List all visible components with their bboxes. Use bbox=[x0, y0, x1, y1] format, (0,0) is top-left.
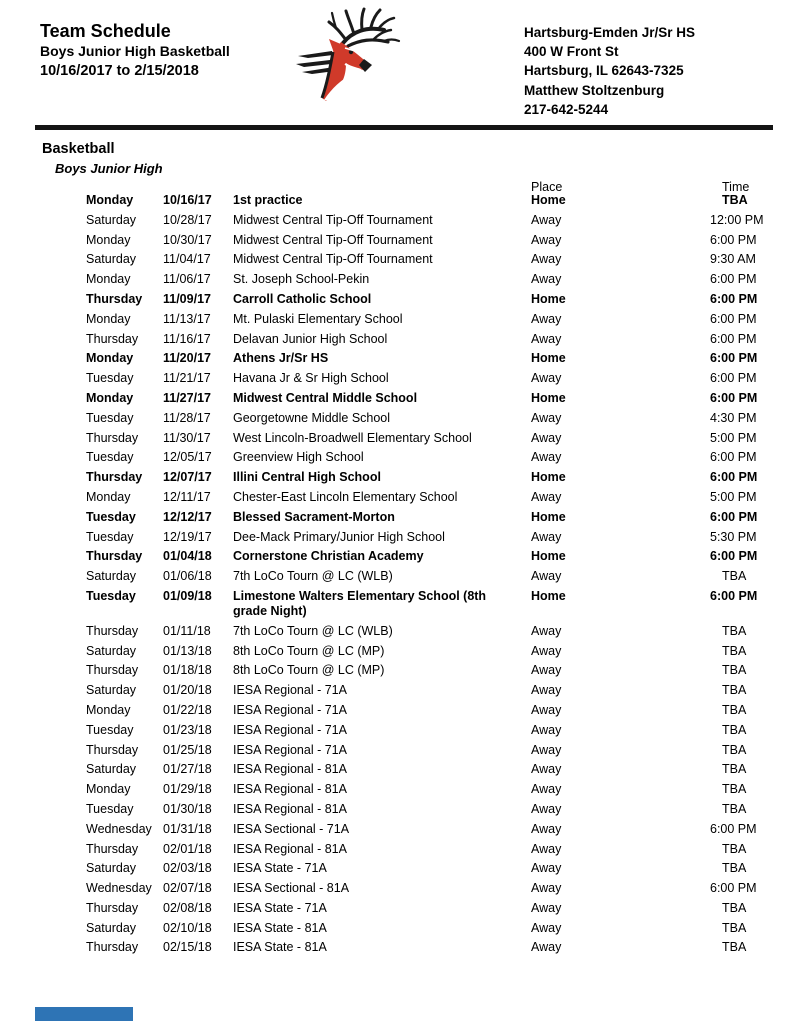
row-place: Away bbox=[531, 900, 562, 915]
row-place: Away bbox=[531, 450, 562, 465]
table-row bbox=[0, 233, 800, 248]
row-date: 10/30/17 bbox=[163, 232, 212, 247]
row-time: TBA bbox=[722, 722, 747, 737]
table-row bbox=[0, 490, 800, 505]
row-time: 5:30 PM bbox=[710, 529, 757, 544]
row-place: Away bbox=[531, 742, 562, 757]
row-day: Monday bbox=[86, 193, 134, 207]
row-place: Home bbox=[531, 291, 566, 306]
row-opponent: Illini Central High School bbox=[233, 470, 381, 485]
row-day: Tuesday bbox=[86, 509, 136, 524]
row-opponent: Mt. Pulaski Elementary School bbox=[233, 311, 403, 326]
row-place: Home bbox=[531, 549, 566, 564]
header-left bbox=[40, 20, 230, 81]
table-row bbox=[0, 683, 800, 698]
row-time: 9:30 AM bbox=[710, 252, 756, 267]
row-day: Thursday bbox=[86, 430, 139, 445]
row-place: Away bbox=[531, 529, 562, 544]
row-time: 6:00 PM bbox=[710, 821, 757, 836]
row-day: Monday bbox=[86, 782, 131, 797]
row-time: 6:00 PM bbox=[710, 232, 757, 247]
row-place: Home bbox=[531, 351, 566, 366]
row-place: Away bbox=[531, 881, 562, 896]
table-row bbox=[0, 193, 800, 208]
row-date: 01/22/18 bbox=[163, 702, 212, 717]
row-date: 11/20/17 bbox=[163, 351, 211, 366]
row-day: Thursday bbox=[86, 900, 139, 915]
row-date: 01/30/18 bbox=[163, 801, 212, 816]
row-day: Monday bbox=[86, 489, 131, 504]
row-opponent: Blessed Sacrament-Morton bbox=[233, 509, 395, 524]
row-date: 12/07/17 bbox=[163, 470, 212, 485]
row-date: 02/15/18 bbox=[163, 940, 212, 955]
row-day: Thursday bbox=[86, 623, 139, 638]
table-row bbox=[0, 589, 800, 619]
table-row bbox=[0, 549, 800, 564]
table-row bbox=[0, 213, 800, 228]
row-day: Tuesday bbox=[86, 722, 134, 737]
row-time: 6:00 PM bbox=[710, 390, 758, 405]
table-row bbox=[0, 510, 800, 525]
row-time: 6:00 PM bbox=[710, 272, 757, 287]
row-place: Away bbox=[531, 623, 562, 638]
row-time: TBA bbox=[722, 940, 747, 955]
row-day: Saturday bbox=[86, 643, 137, 658]
row-date: 02/07/18 bbox=[163, 881, 212, 896]
row-date: 01/20/18 bbox=[163, 683, 212, 698]
row-date: 11/21/17 bbox=[163, 371, 211, 386]
row-time: TBA bbox=[722, 683, 747, 698]
row-time: 6:00 PM bbox=[710, 588, 758, 603]
row-opponent: Greenview High School bbox=[233, 450, 364, 465]
row-time: 6:00 PM bbox=[710, 450, 757, 465]
row-day: Thursday bbox=[86, 742, 139, 757]
row-date: 10/16/17 bbox=[163, 193, 212, 207]
row-time: 6:00 PM bbox=[710, 331, 757, 346]
row-time: TBA bbox=[722, 920, 747, 935]
row-date: 01/23/18 bbox=[163, 722, 212, 737]
row-day: Thursday bbox=[86, 663, 139, 678]
row-place: Away bbox=[531, 861, 562, 876]
row-opponent: IESA Sectional - 81A bbox=[233, 881, 350, 896]
table-row bbox=[0, 921, 800, 936]
row-opponent: Midwest Central Tip-Off Tournament bbox=[233, 232, 433, 247]
row-day: Monday bbox=[86, 311, 131, 326]
row-opponent: IESA State - 81A bbox=[233, 940, 327, 955]
row-time: TBA bbox=[722, 569, 747, 584]
row-place: Away bbox=[531, 920, 562, 935]
row-opponent: 7th LoCo Tourn @ LC (WLB) bbox=[233, 623, 393, 638]
header-divider bbox=[35, 125, 773, 130]
row-place: Away bbox=[531, 272, 562, 287]
row-opponent: Limestone Walters Elementary School (8th grade Night) bbox=[233, 588, 487, 618]
table-row bbox=[0, 431, 800, 446]
row-opponent: IESA Regional - 71A bbox=[233, 702, 347, 717]
row-day: Thursday bbox=[86, 841, 139, 856]
row-opponent: Midwest Central Tip-Off Tournament bbox=[233, 252, 433, 267]
row-place: Away bbox=[531, 252, 562, 267]
row-day: Tuesday bbox=[86, 450, 134, 465]
table-row bbox=[0, 861, 800, 876]
table-row bbox=[0, 332, 800, 347]
table-row bbox=[0, 940, 800, 955]
row-day: Saturday bbox=[86, 569, 137, 584]
row-opponent: St. Joseph School-Pekin bbox=[233, 272, 370, 287]
row-place: Away bbox=[531, 371, 562, 386]
row-opponent: West Lincoln-Broadwell Elementary School bbox=[233, 430, 472, 445]
table-row bbox=[0, 292, 800, 307]
row-time: TBA bbox=[722, 742, 747, 757]
row-date: 01/11/18 bbox=[163, 623, 211, 638]
table-row bbox=[0, 881, 800, 896]
row-date: 01/13/18 bbox=[163, 643, 212, 658]
row-opponent: IESA Regional - 81A bbox=[233, 841, 347, 856]
page-title: Team Schedule bbox=[40, 21, 171, 41]
row-day: Saturday bbox=[86, 762, 137, 777]
table-row bbox=[0, 371, 800, 386]
table-row bbox=[0, 252, 800, 267]
row-time: TBA bbox=[722, 702, 747, 717]
row-time: 6:00 PM bbox=[710, 881, 757, 896]
row-date: 12/05/17 bbox=[163, 450, 212, 465]
row-date: 02/01/18 bbox=[163, 841, 212, 856]
column-header-time: Time bbox=[722, 180, 750, 194]
row-day: Monday bbox=[86, 351, 134, 366]
stag-head-logo-icon bbox=[296, 6, 401, 111]
row-opponent: Athens Jr/Sr HS bbox=[233, 351, 329, 366]
row-time: TBA bbox=[722, 801, 747, 816]
row-time: TBA bbox=[722, 782, 747, 797]
row-place: Home bbox=[531, 588, 566, 603]
row-place: Away bbox=[531, 212, 562, 227]
row-day: Thursday bbox=[86, 549, 143, 564]
row-time: 6:00 PM bbox=[710, 291, 758, 306]
row-opponent: IESA Regional - 71A bbox=[233, 683, 347, 698]
row-opponent: IESA Regional - 81A bbox=[233, 762, 347, 777]
row-date: 12/11/17 bbox=[163, 489, 211, 504]
row-time: TBA bbox=[722, 643, 747, 658]
row-time: TBA bbox=[722, 762, 747, 777]
table-row bbox=[0, 530, 800, 545]
row-opponent: IESA State - 71A bbox=[233, 861, 327, 876]
row-place: Away bbox=[531, 489, 562, 504]
row-date: 11/06/17 bbox=[163, 272, 211, 287]
row-time: 5:00 PM bbox=[710, 430, 757, 445]
row-date: 12/19/17 bbox=[163, 529, 212, 544]
row-place: Away bbox=[531, 430, 562, 445]
table-row bbox=[0, 411, 800, 426]
row-day: Thursday bbox=[86, 331, 139, 346]
row-time: TBA bbox=[722, 663, 747, 678]
table-row bbox=[0, 703, 800, 718]
row-day: Saturday bbox=[86, 212, 137, 227]
row-time: TBA bbox=[722, 193, 748, 207]
row-place: Away bbox=[531, 940, 562, 955]
school-city: Hartsburg, IL 62643-7325 bbox=[524, 63, 684, 79]
row-day: Monday bbox=[86, 390, 134, 405]
row-opponent: IESA Regional - 81A bbox=[233, 782, 347, 797]
table-row bbox=[0, 351, 800, 366]
row-day: Saturday bbox=[86, 861, 137, 876]
school-street: 400 W Front St bbox=[524, 44, 619, 60]
row-place: Away bbox=[531, 311, 562, 326]
row-date: 11/30/17 bbox=[163, 430, 211, 445]
row-date: 11/09/17 bbox=[163, 291, 211, 306]
row-date: 01/18/18 bbox=[163, 663, 212, 678]
row-place: Away bbox=[531, 663, 562, 678]
row-opponent: IESA State - 71A bbox=[233, 900, 327, 915]
row-opponent: Chester-East Lincoln Elementary School bbox=[233, 489, 458, 504]
table-row bbox=[0, 723, 800, 738]
row-opponent: IESA Regional - 81A bbox=[233, 801, 347, 816]
row-day: Monday bbox=[86, 232, 131, 247]
row-opponent: Dee-Mack Primary/Junior High School bbox=[233, 529, 445, 544]
row-time: 6:00 PM bbox=[710, 311, 757, 326]
row-time: 6:00 PM bbox=[710, 371, 757, 386]
row-day: Tuesday bbox=[86, 371, 134, 386]
table-row bbox=[0, 569, 800, 584]
row-opponent: Georgetowne Middle School bbox=[233, 410, 391, 425]
row-opponent: IESA Sectional - 71A bbox=[233, 821, 350, 836]
row-opponent: 8th LoCo Tourn @ LC (MP) bbox=[233, 643, 385, 658]
column-header-place: Place bbox=[531, 180, 563, 194]
row-time: 6:00 PM bbox=[710, 351, 758, 366]
table-row bbox=[0, 842, 800, 857]
row-date: 12/12/17 bbox=[163, 509, 212, 524]
row-day: Saturday bbox=[86, 252, 137, 267]
table-row bbox=[0, 822, 800, 837]
row-date: 01/04/18 bbox=[163, 549, 212, 564]
row-place: Away bbox=[531, 410, 562, 425]
table-row bbox=[0, 782, 800, 797]
row-opponent: Carroll Catholic School bbox=[233, 291, 372, 306]
row-place: Home bbox=[531, 509, 566, 524]
table-row bbox=[0, 663, 800, 678]
schedule-table bbox=[0, 193, 800, 960]
row-time: 5:00 PM bbox=[710, 489, 757, 504]
footer-accent-bar bbox=[35, 1007, 133, 1021]
row-place: Away bbox=[531, 702, 562, 717]
row-day: Tuesday bbox=[86, 410, 134, 425]
row-opponent: 8th LoCo Tourn @ LC (MP) bbox=[233, 663, 385, 678]
row-place: Away bbox=[531, 232, 562, 247]
row-day: Saturday bbox=[86, 920, 137, 935]
row-day: Thursday bbox=[86, 470, 143, 485]
row-time: 6:00 PM bbox=[710, 549, 758, 564]
row-date: 11/16/17 bbox=[163, 331, 211, 346]
school-info bbox=[524, 23, 695, 119]
row-opponent: IESA Regional - 71A bbox=[233, 722, 347, 737]
row-day: Thursday bbox=[86, 291, 143, 306]
row-opponent: 7th LoCo Tourn @ LC (WLB) bbox=[233, 569, 393, 584]
table-row bbox=[0, 802, 800, 817]
row-date: 01/27/18 bbox=[163, 762, 212, 777]
row-day: Monday bbox=[86, 272, 131, 287]
row-time: TBA bbox=[722, 623, 747, 638]
row-opponent: IESA State - 81A bbox=[233, 920, 327, 935]
row-date: 11/28/17 bbox=[163, 410, 211, 425]
row-time: 4:30 PM bbox=[710, 410, 757, 425]
row-place: Away bbox=[531, 569, 562, 584]
row-opponent: Midwest Central Middle School bbox=[233, 390, 418, 405]
row-date: 01/06/18 bbox=[163, 569, 212, 584]
table-row bbox=[0, 743, 800, 758]
row-day: Tuesday bbox=[86, 588, 136, 603]
school-phone: 217-642-5244 bbox=[524, 101, 609, 117]
row-day: Saturday bbox=[86, 683, 137, 698]
row-place: Away bbox=[531, 722, 562, 737]
row-place: Away bbox=[531, 331, 562, 346]
row-place: Away bbox=[531, 683, 562, 698]
table-row bbox=[0, 391, 800, 406]
sport-heading: Basketball bbox=[42, 141, 115, 157]
row-day: Monday bbox=[86, 702, 131, 717]
row-opponent: Midwest Central Tip-Off Tournament bbox=[233, 212, 433, 227]
row-time: 6:00 PM bbox=[710, 509, 758, 524]
row-time: 12:00 PM bbox=[710, 212, 764, 227]
row-date: 01/29/18 bbox=[163, 782, 212, 797]
row-opponent: Cornerstone Christian Academy bbox=[233, 549, 424, 564]
row-place: Away bbox=[531, 643, 562, 658]
row-time: TBA bbox=[722, 900, 747, 915]
table-row bbox=[0, 272, 800, 287]
table-row bbox=[0, 470, 800, 485]
row-place: Away bbox=[531, 762, 562, 777]
row-place: Away bbox=[531, 782, 562, 797]
row-date: 01/31/18 bbox=[163, 821, 212, 836]
row-day: Wednesday bbox=[86, 881, 152, 896]
row-day: Wednesday bbox=[86, 821, 152, 836]
row-place: Away bbox=[531, 841, 562, 856]
date-range: 10/16/2017 to 2/15/2018 bbox=[40, 63, 199, 79]
row-time: TBA bbox=[722, 861, 747, 876]
row-place: Home bbox=[531, 193, 566, 207]
row-opponent: Havana Jr & Sr High School bbox=[233, 371, 389, 386]
table-row bbox=[0, 762, 800, 777]
table-row bbox=[0, 312, 800, 327]
row-date: 10/28/17 bbox=[163, 212, 212, 227]
row-opponent: 1st practice bbox=[233, 193, 303, 207]
row-date: 02/10/18 bbox=[163, 920, 212, 935]
row-place: Home bbox=[531, 470, 566, 485]
row-day: Tuesday bbox=[86, 801, 134, 816]
row-opponent: IESA Regional - 71A bbox=[233, 742, 347, 757]
row-date: 11/13/17 bbox=[163, 311, 211, 326]
team-heading: Boys Junior High bbox=[55, 161, 163, 176]
row-time: 6:00 PM bbox=[710, 470, 758, 485]
team-subtitle: Boys Junior High Basketball bbox=[40, 43, 230, 59]
row-date: 01/09/18 bbox=[163, 588, 212, 603]
table-row bbox=[0, 901, 800, 916]
row-date: 11/04/17 bbox=[163, 252, 211, 267]
row-date: 11/27/17 bbox=[163, 390, 211, 405]
row-day: Thursday bbox=[86, 940, 139, 955]
row-opponent: Delavan Junior High School bbox=[233, 331, 388, 346]
table-row bbox=[0, 624, 800, 639]
row-place: Away bbox=[531, 821, 562, 836]
table-row bbox=[0, 644, 800, 659]
row-place: Home bbox=[531, 390, 566, 405]
row-date: 01/25/18 bbox=[163, 742, 212, 757]
table-row bbox=[0, 450, 800, 465]
school-contact: Matthew Stoltzenburg bbox=[524, 82, 665, 98]
row-time: TBA bbox=[722, 841, 747, 856]
row-date: 02/08/18 bbox=[163, 900, 212, 915]
row-date: 02/03/18 bbox=[163, 861, 212, 876]
row-day: Tuesday bbox=[86, 529, 134, 544]
school-name: Hartsburg-Emden Jr/Sr HS bbox=[524, 25, 696, 40]
row-place: Away bbox=[531, 801, 562, 816]
